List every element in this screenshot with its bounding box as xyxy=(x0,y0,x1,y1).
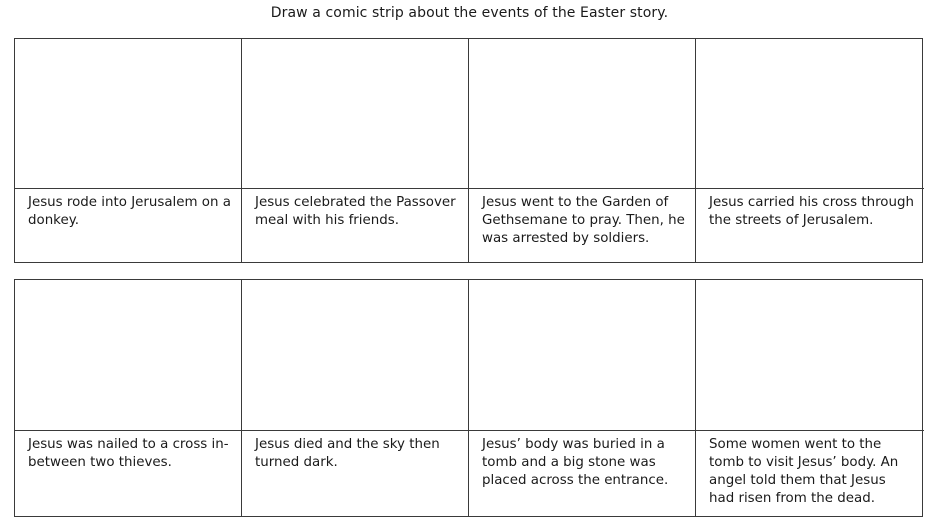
comic-panel xyxy=(696,39,924,262)
drawing-area[interactable] xyxy=(15,280,241,431)
comic-panel xyxy=(242,280,469,516)
comic-panel xyxy=(242,39,469,262)
drawing-area[interactable] xyxy=(469,280,695,431)
comic-panel xyxy=(469,39,696,262)
panel-caption: Jesus rode into Jerusalem on a donkey. xyxy=(28,195,231,228)
comic-panel xyxy=(696,280,924,516)
drawing-area[interactable] xyxy=(242,280,468,431)
comic-strip-1 xyxy=(14,38,923,263)
panel-caption: Jesus celebrated the Passover meal with his friends. xyxy=(255,195,456,228)
panel-caption: Some women went to the tomb to visit Jesus’ body. An angel told them that Jesus had risen from the dead. xyxy=(709,437,899,506)
panel-caption: Jesus’ body was buried in a tomb and a big stone was placed across the entrance. xyxy=(482,437,669,488)
panel-caption: Jesus went to the Garden of Gethsemane to pray. Then, he was arrested by soldiers. xyxy=(482,195,685,246)
worksheet-title: Draw a comic strip about the events of the Easter story. xyxy=(270,5,669,21)
panel-caption: Jesus carried his cross through the streets of Jerusalem. xyxy=(709,195,914,228)
comic-strip-2 xyxy=(14,279,923,517)
panel-caption: Jesus was nailed to a cross in-between two thieves. xyxy=(28,437,229,470)
comic-panel xyxy=(15,280,242,516)
drawing-area[interactable] xyxy=(696,280,924,431)
drawing-area[interactable] xyxy=(469,39,695,189)
comic-panel xyxy=(469,280,696,516)
drawing-area[interactable] xyxy=(15,39,241,189)
drawing-area[interactable] xyxy=(696,39,924,189)
panel-caption: Jesus died and the sky then turned dark. xyxy=(255,437,440,470)
comic-panel xyxy=(15,39,242,262)
drawing-area[interactable] xyxy=(242,39,468,189)
